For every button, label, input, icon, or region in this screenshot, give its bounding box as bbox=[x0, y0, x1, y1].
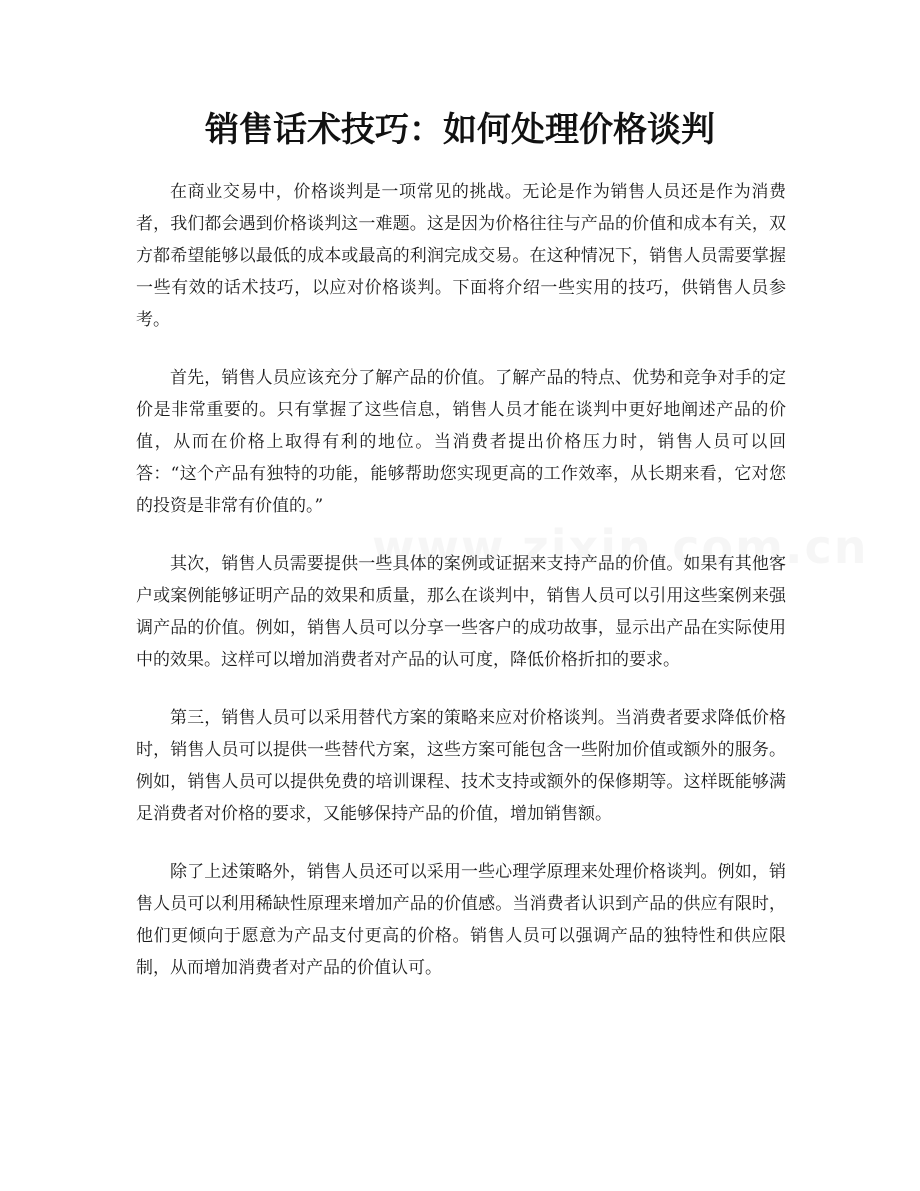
paragraph-2: 首先，销售人员应该充分了解产品的价值。了解产品的特点、优势和竞争对手的定价是非常重要的。只有掌握了这些信息，销售人员才能在谈判中更好地阐述产品的价值，从而在价格上取得有利的地位。当消费者提出价格压力时，销售人员可以回答：“这个产品有独特的功能，能够帮助您实现更高的工作效率，从长期来看，它对您的投资是非常有价值的。” bbox=[136, 368, 786, 516]
paragraph-3: 其次，销售人员需要提供一些具体的案例或证据来支持产品的价值。如果有其他客户或案例能够证明产品的效果和质量，那么在谈判中，销售人员可以引用这些案例来强调产品的价值。例如，销售人员可以分享一些客户的成功故事，显示出产品在实际使用中的效果。这样可以增加消费者对产品的认可度，降低价格折扣的要求。 bbox=[136, 554, 786, 670]
page-title: 销售话术技巧：如何处理价格谈判 bbox=[205, 110, 715, 150]
paragraph-4: 第三，销售人员可以采用替代方案的策略来应对价格谈判。当消费者要求降低价格时，销售人员可以提供一些替代方案，这些方案可能包含一些附加价值或额外的服务。例如，销售人员可以提供免费的培训课程、技术支持或额外的保修期等。这样既能够满足消费者对价格的要求，又能够保持产品的价值，增加销售额。 bbox=[136, 708, 786, 824]
paragraph-5: 除了上述策略外，销售人员还可以采用一些心理学原理来处理价格谈判。例如，销售人员可以利用稀缺性原理来增加产品的价值感。当消费者认识到产品的供应有限时，他们更倾向于愿意为产品支付更高的价格。销售人员可以强调产品的独特性和供应限制，从而增加消费者对产品的价值认可。 bbox=[136, 862, 786, 978]
document-body bbox=[136, 176, 786, 1010]
paragraph-1: 在商业交易中，价格谈判是一项常见的挑战。无论是作为销售人员还是作为消费者，我们都会遇到价格谈判这一难题。这是因为价格往往与产品的价值和成本有关，双方都希望能够以最低的成本或最高的利润完成交易。在这种情况下，销售人员需要掌握一些有效的话术技巧，以应对价格谈判。下面将介绍一些实用的技巧，供销售人员参考。 bbox=[136, 182, 786, 330]
